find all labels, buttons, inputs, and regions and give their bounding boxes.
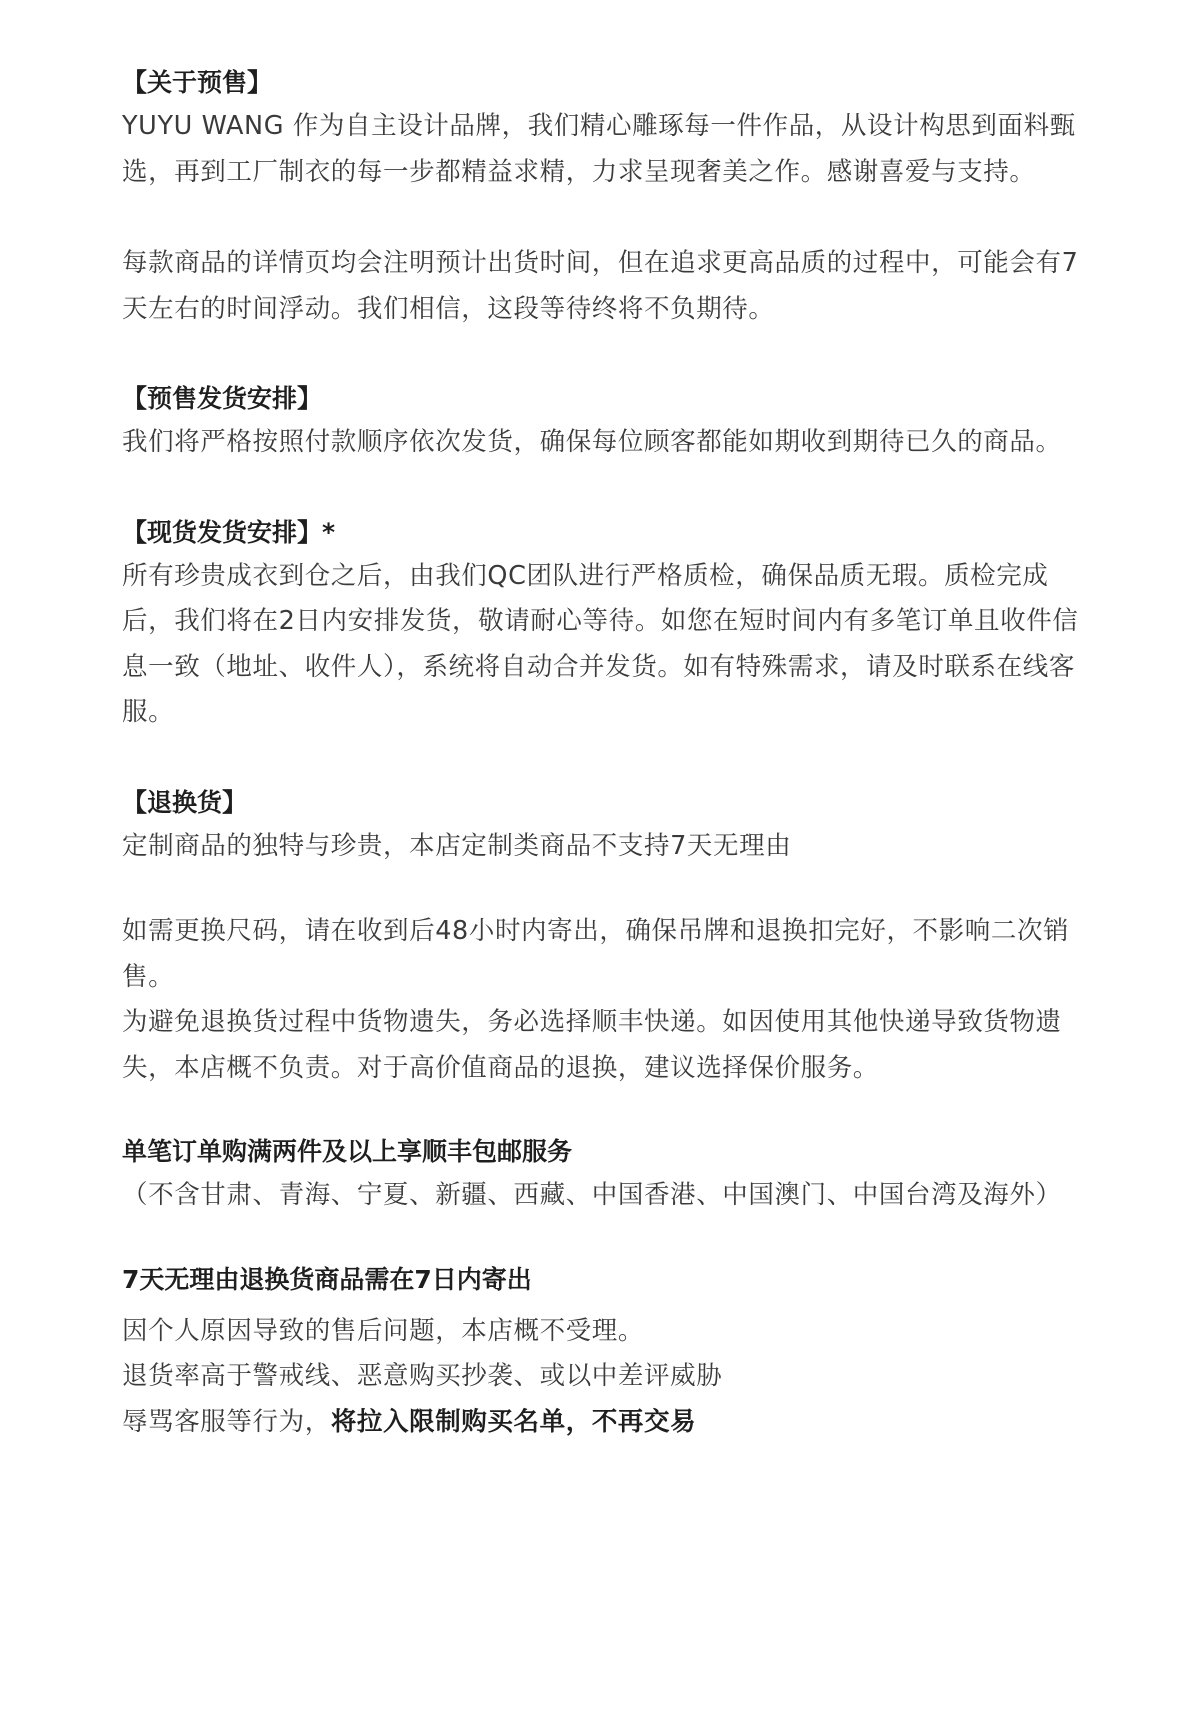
free-shipping-heading: 单笔订单购满两件及以上享顺丰包邮服务 [122, 1137, 573, 1166]
stock-shipping-text: 所有珍贵成衣到仓之后，由我们QC团队进行严格质检，确保品质无瑕。质检完成后，我们将在2日内安排发货，敬请耐心等待。如您在短时间内有多笔订单且收件信息一致（地址、收件人），系统将自动合并发货。如有特殊需求，请及时联系在线客服。 [122, 560, 1079, 727]
no-reason-return-line-2: 退货率高于警戒线、恶意购买抄袭、或以中差评威胁 [122, 1361, 723, 1391]
presale-shipping-section [122, 378, 1082, 466]
returns-section [122, 782, 1082, 1092]
free-shipping-section [122, 1131, 1082, 1219]
returns-courier-text: 为避免退换货过程中货物遗失，务必选择顺丰快递。如因使用其他快递导致货物遗失，本店概不负责。对于高价值商品的退换，建议选择保价服务。 [122, 1007, 1062, 1083]
policy-document [122, 62, 1082, 1445]
returns-custom-text: 定制商品的独特与珍贵，本店定制类商品不支持7天无理由 [122, 830, 792, 861]
no-reason-return-section [122, 1259, 1082, 1446]
presale-shipping-heading: 【预售发货安排】 [122, 384, 323, 413]
presale-intro-text: YUYU WANG 作为自主设计品牌，我们精心雕琢每一件作品，从设计构思到面料甄选，再到工厂制衣的每一步都精益求精，力求呈现奢美之作。感谢喜爱与支持。 [122, 111, 1076, 187]
stock-shipping-section [122, 512, 1082, 736]
presale-shipping-text: 我们将严格按照付款顺序依次发货，确保每位顾客都能如期收到期待已久的商品。 [122, 427, 1062, 457]
no-reason-return-line-3 [122, 1400, 1082, 1446]
stock-shipping-heading: 【现货发货安排】* [122, 517, 336, 547]
free-shipping-exclusions-text: （不含甘肃、青海、宁夏、新疆、西藏、中国香港、中国澳门、中国台湾及海外） [122, 1180, 1062, 1210]
returns-heading: 【退换货】 [122, 787, 248, 817]
no-reason-return-line-1: 因个人原因导致的售后问题，本店概不受理。 [122, 1315, 645, 1346]
presale-timing-text: 每款商品的详情页均会注明预计出货时间，但在追求更高品质的过程中，可能会有7天左右的时间浮动。我们相信，这段等待终将不负期待。 [122, 248, 1079, 324]
restricted-list-warning: 将拉入限制购买名单，不再交易 [330, 1406, 697, 1437]
no-reason-return-line-3-prefix: 辱骂客服等行为， [122, 1406, 331, 1437]
no-reason-return-heading: 7天无理由退换货商品需在7日内寄出 [122, 1264, 532, 1294]
presale-section [122, 62, 1082, 332]
presale-heading: 【关于预售】 [122, 68, 273, 97]
returns-size-exchange-text: 如需更换尺码，请在收到后48小时内寄出，确保吊牌和退换扣完好，不影响二次销售。 [122, 916, 1070, 992]
